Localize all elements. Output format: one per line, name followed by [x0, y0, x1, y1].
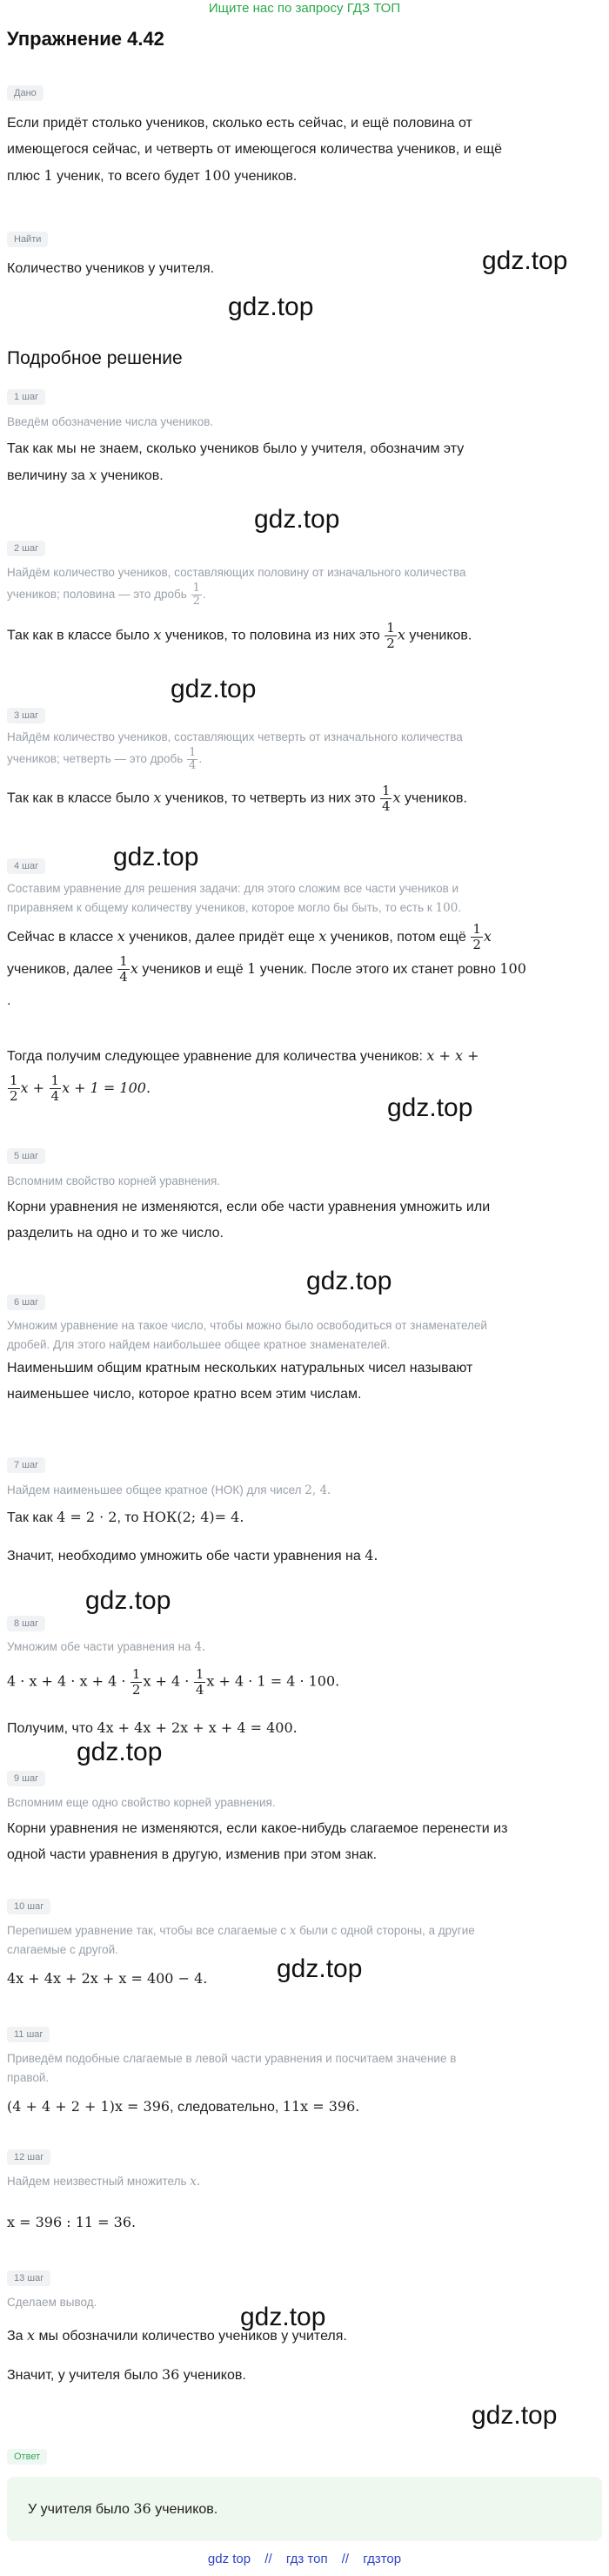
watermark: gdz.top: [254, 505, 340, 534]
step-13-hint: Сделаем вывод.: [7, 2296, 97, 2309]
step-6-hint: Умножим уравнение на такое число, чтобы можно было освободиться от знаменателей дробей. Для этого найдем наибольшее общее кратное знаменателей.: [7, 1319, 487, 1351]
step-4-equation: Тогда получим следующее уравнение для количества учеников: x + x + $\frac{1}{2}$ x + $\frac{1}{4}$ x + 1 = 100.: [7, 1047, 479, 1105]
step-7-badge: 7 шаг: [7, 1456, 45, 1473]
step-13-text: Значит, у учителя было 36 учеников.: [7, 2366, 246, 2383]
step-12-equation: x = 396 : 11 = 36.: [7, 2214, 137, 2230]
step-4-badge: 4 шаг: [7, 858, 45, 874]
step-12-hint: Найдем неизвестный множитель x.: [7, 2175, 201, 2189]
step-2-hint: Найдём количество учеников, составляющих половину от изначального количества учеников; половина — это дробь $\frac{1}{2}$ .: [7, 566, 466, 608]
footer-link[interactable]: гдз топ: [285, 2552, 328, 2566]
given-text: Если придёт столько учеников, сколько есть сейчас, и ещё половина от имеющегося сейчас, и четверть от имеющегося количества учеников, и ещё плюс 1 ученик, то всего будет 100 учеников.: [7, 116, 503, 184]
step-7-hint: Найдем наименьшее общее кратное (НОК) для чисел 2, 4.: [7, 1483, 331, 1497]
step-8-equation: 4 · x + 4 · x + 4 · $\frac{1}{2}$ x + 4 · $\frac{1}{4}$ x + 4 · 1 = 4 · 100.: [7, 1666, 340, 1698]
watermark: gdz.top: [228, 293, 314, 321]
step-9-badge: 9 шаг: [7, 1770, 45, 1786]
step-5-text: Корни уравнения не изменяются, если обе части уравнения умножить или разделить на одно и то же число.: [7, 1200, 491, 1241]
step-10-hint: Перепишем уравнение так, чтобы все слагаемые с x были с одной стороны, а другие слагаемые с другой.: [7, 1924, 475, 1956]
page-title: Упражнение 4.42: [7, 28, 164, 50]
watermark: gdz.top: [113, 843, 199, 871]
step-8-hint: Умножим обе части уравнения на 4.: [7, 1640, 206, 1654]
step-10-equation: 4x + 4x + 2x + x = 400 − 4.: [7, 1970, 208, 1987]
step-10-badge: 10 шаг: [7, 1898, 50, 1914]
watermark: gdz.top: [240, 2303, 326, 2331]
step-8-text: Получим, что 4x + 4x + 2x + x + 4 = 400.: [7, 1719, 298, 1736]
step-11-badge: 11 шаг: [7, 2026, 50, 2042]
given-badge: Дано: [7, 84, 44, 101]
step-3-badge: 3 шаг: [7, 707, 45, 723]
footer-links: [0, 2552, 609, 2566]
watermark: gdz.top: [85, 1586, 171, 1615]
step-5-badge: 5 шаг: [7, 1147, 45, 1164]
footer-link[interactable]: gdz top: [207, 2552, 251, 2566]
step-1-hint: Введём обозначение числа учеников.: [7, 415, 214, 428]
step-11-equation: (4 + 4 + 2 + 1)x = 396, следовательно, 11x = 396.: [7, 2098, 360, 2115]
step-9-text: Корни уравнения не изменяются, если какое-нибудь слагаемое перенести из одной части уравнения в другую, изменив при этом знак.: [7, 1821, 508, 1862]
top-search-hint[interactable]: Ищите нас по запросу ГДЗ ТОП: [208, 1, 401, 16]
footer-separator: //: [264, 2552, 272, 2566]
step-13-text: За x мы обозначили количество учеников у учителя.: [7, 2327, 347, 2344]
step-3-hint: Найдём количество учеников, составляющих четверть от изначального количества учеников; четверть — это дробь $\frac{1}{4}$ .: [7, 730, 463, 772]
answer-badge: Ответ: [7, 2448, 47, 2465]
answer-text: У учителя было 36 учеников.: [28, 2500, 218, 2517]
step-8-badge: 8 шаг: [7, 1615, 45, 1631]
footer-separator: //: [341, 2552, 350, 2566]
step-11-hint: Приведём подобные слагаемые в левой части уравнения и посчитаем значение в правой.: [7, 2052, 457, 2084]
step-2-badge: 2 шаг: [7, 540, 45, 556]
step-4-text: Сейчас в классе x учеников, далее придёт еще x учеников, потом ещё $\frac{1}{2}$ x учеников, далее $\frac{1}{4}$ x учеников и ещё 1 ученик. После этого их станет ровно 100 .: [7, 921, 526, 1008]
step-9-hint: Вспомним еще одно свойство корней уравнения.: [7, 1796, 276, 1809]
watermark: gdz.top: [306, 1267, 392, 1295]
step-7-text: Значит, необходимо умножить обе части уравнения на 4.: [7, 1547, 378, 1564]
find-badge: Найти: [7, 231, 48, 247]
watermark: gdz.top: [77, 1738, 163, 1766]
step-13-badge: 13 шаг: [7, 2270, 50, 2286]
step-3-text: Так как в классе было x учеников, то четверть из них это $\frac{1}{4}$ x учеников.: [7, 783, 467, 814]
step-6-text: Наименьшим общим кратным нескольких натуральных чисел называют наименьшее число, которое кратно всем этим числам.: [7, 1361, 473, 1402]
watermark: gdz.top: [277, 1954, 363, 1983]
step-7-text: Так как 4 = 2 · 2, то НОК(2; 4)= 4.: [7, 1509, 244, 1525]
watermark: gdz.top: [482, 246, 568, 275]
step-4-hint: Составим уравнение для решения задачи: для этого сложим все части учеников и приравняем к общему количеству учеников, которое могло бы быть, то есть к 100.: [7, 882, 462, 915]
watermark: gdz.top: [472, 2401, 558, 2430]
step-6-badge: 6 шаг: [7, 1294, 45, 1310]
step-5-hint: Вспомним свойство корней уравнения.: [7, 1174, 221, 1187]
find-text: Количество учеников у учителя.: [7, 261, 215, 276]
watermark: gdz.top: [171, 675, 257, 703]
watermark: gdz.top: [387, 1093, 473, 1122]
solution-title: Подробное решение: [7, 348, 183, 368]
step-1-text: Так как мы не знаем, сколько учеников было у учителя, обозначим эту величину за x учеников.: [7, 441, 465, 483]
step-12-badge: 12 шаг: [7, 2149, 50, 2165]
footer-link[interactable]: гдзтор: [363, 2552, 402, 2566]
step-2-text: Так как в классе было x учеников, то половина из них это $\frac{1}{2}$ x учеников.: [7, 620, 472, 651]
step-1-badge: 1 шаг: [7, 388, 45, 405]
